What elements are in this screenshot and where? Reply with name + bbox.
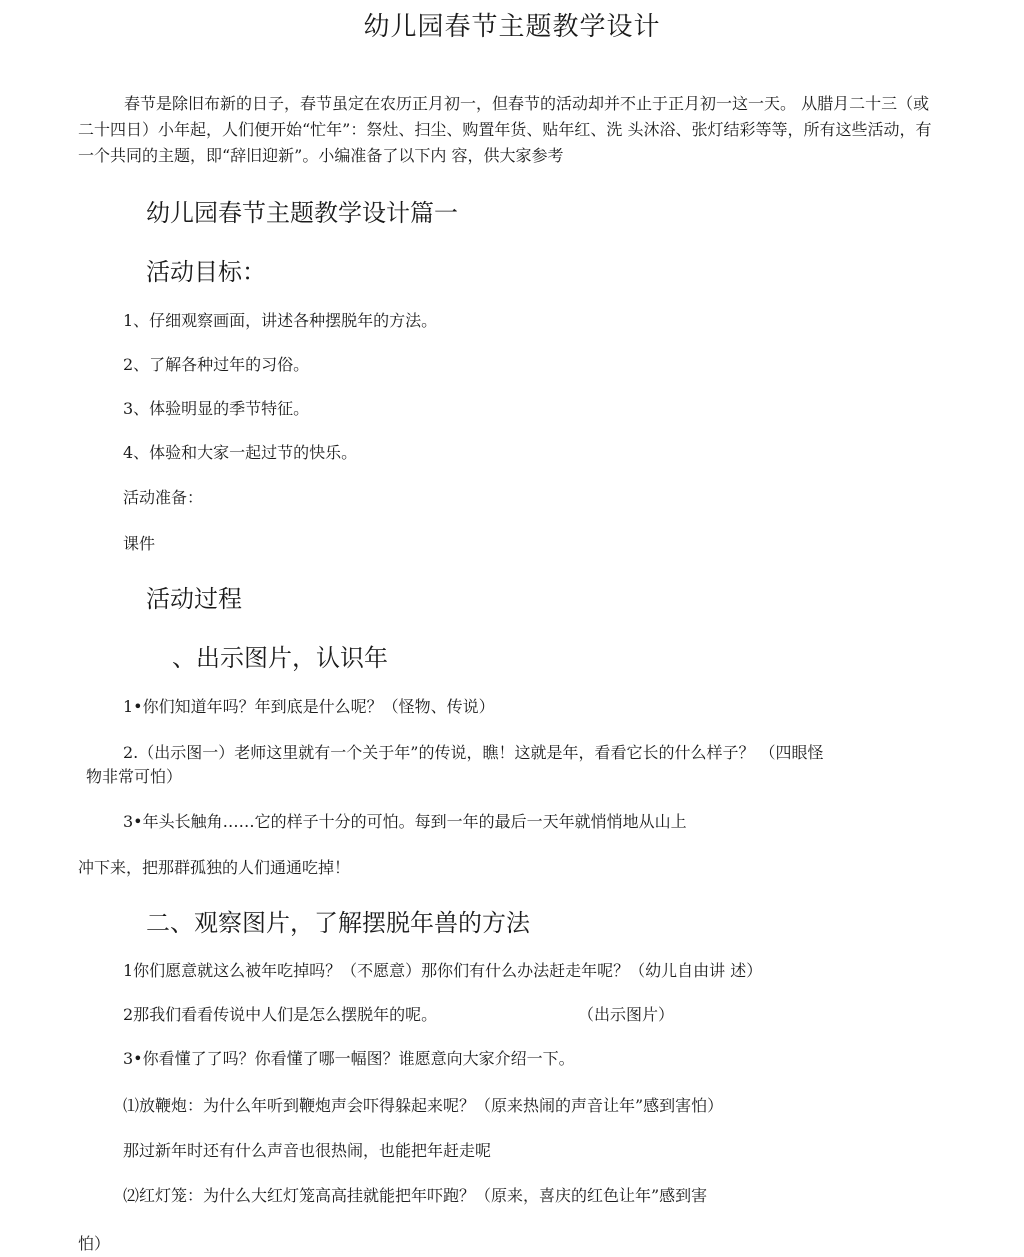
part2-line-1: 1你们愿意就这么被年吃掉吗？（不愿意）那你们有什么办法赶走年呢？（幼儿自由讲 述） xyxy=(123,961,763,980)
intro-paragraph xyxy=(78,91,944,169)
part1-question-2: 2.（出示图一）老师这里就有一个关于年”的传说，瞧！这就是年，看看它长的什么样子？ （四眼怪 xyxy=(123,743,824,762)
part1-question-3-cont: 冲下来，把那群孤独的人们通通吃掉！ xyxy=(78,858,351,877)
prep-label: 活动准备： xyxy=(123,488,204,507)
intro-text: 春节是除旧布新的日子，春节虽定在农历正月初一，但春节的活动却并不止于正月初一这一天。 从腊月二十三（或二十四日）小年起，人们便开始“忙年”：祭灶、扫尘、购置年货、贴年红、洗 头沐浴、张灯结彩等等，所有这些活动，有一个共同的主题，即“辞旧迎新”。小编准备了以下内 容，供大家参考 xyxy=(78,94,932,165)
part2-line-6: ⑵红灯笼：为什么大红灯笼高高挂就能把年吓跑？（原来，喜庆的红色让年”感到害 xyxy=(123,1186,708,1205)
prep-value: 课件 xyxy=(123,534,156,553)
part1-heading: 、出示图片，认识年 xyxy=(172,644,388,672)
part2-line-4: ⑴放鞭炮：为什么年听到鞭炮声会吓得躲起来呢？（原来热闹的声音让年”感到害怕） xyxy=(123,1096,724,1115)
part2-line-5: 那过新年时还有什么声音也很热闹，也能把年赶走呢 xyxy=(123,1141,492,1160)
part1-question-2-cont: 物非常可怕） xyxy=(86,767,183,786)
part2-line-3: 3•你看懂了了吗？你看懂了哪一幅图？谁愿意向大家介绍一下。 xyxy=(123,1049,575,1068)
part1-question-3: 3•年头长触角……它的样子十分的可怕。每到一年的最后一天年就悄悄地从山上 xyxy=(123,812,687,831)
section-title: 幼儿园春节主题教学设计篇一 xyxy=(146,199,458,227)
goal-item: 4、体验和大家一起过节的快乐。 xyxy=(123,443,358,462)
part1-question-1: 1•你们知道年吗？年到底是什么呢？（怪物、传说） xyxy=(123,697,495,716)
goal-item: 1、仔细观察画面，讲述各种摆脱年的方法。 xyxy=(123,311,438,330)
goal-item: 2、了解各种过年的习俗。 xyxy=(123,355,310,374)
part2-heading: 二、观察图片，了解摆脱年兽的方法 xyxy=(146,909,530,937)
part2-line-6-cont: 怕） xyxy=(78,1234,111,1253)
process-heading: 活动过程 xyxy=(146,585,242,613)
part2-line-2-note: （出示图片） xyxy=(578,1005,675,1024)
goals-heading: 活动目标： xyxy=(146,258,266,286)
part2-line-2: 2那我们看看传说中人们是怎么摆脱年的呢。 xyxy=(123,1005,438,1024)
goal-item: 3、体验明显的季节特征。 xyxy=(123,399,310,418)
document-title: 幼儿园春节主题教学设计 xyxy=(363,12,661,42)
